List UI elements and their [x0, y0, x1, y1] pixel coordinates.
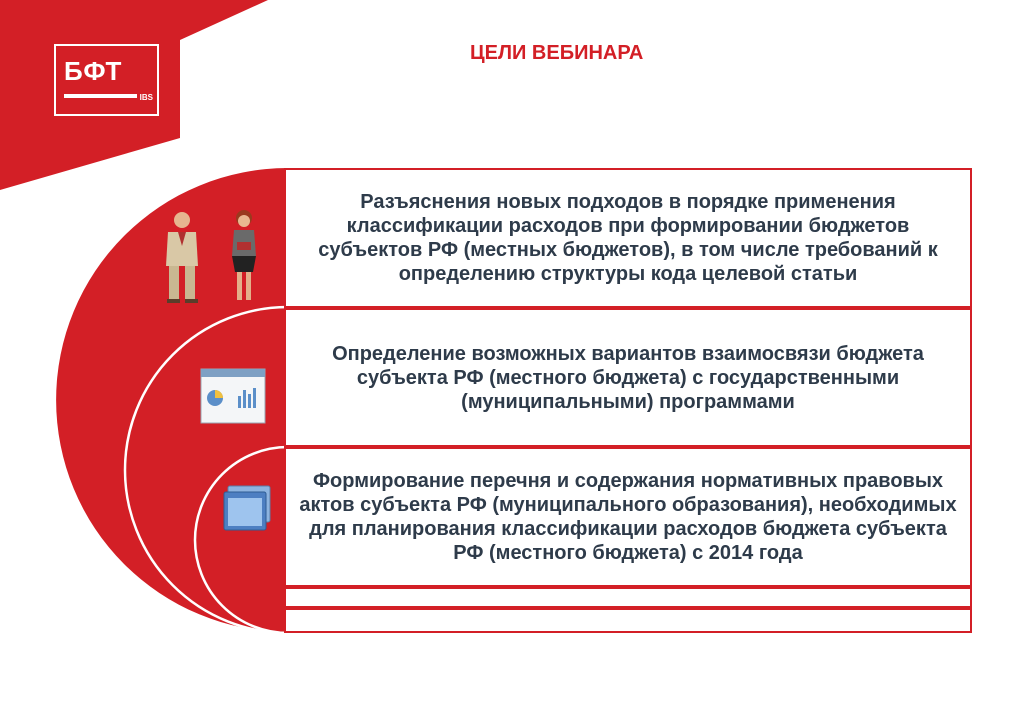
empty-row-1: [284, 587, 972, 608]
goal-item-1-text: Разъяснения новых подходов в порядке применения классификации расходов при формировании бюджетов субъектов РФ (местных бюджетов), в том числе требований к определению структуры кода целевой статьи: [318, 191, 938, 285]
logo-ibs-text: IBS: [139, 93, 153, 102]
goal-item-2-text: Определение возможных вариантов взаимосвязи бюджета субъекта РФ (местного бюджета) с государственными (муниципальными) программами: [332, 342, 924, 413]
goal-item-3-text: Формирование перечня и содержания нормативных правовых актов субъекта РФ (муниципального образования), необходимых для планирования классификации расходов бюджета субъекта РФ (местного бюджета) с 2014 года: [299, 470, 957, 564]
goal-item-3: [284, 447, 972, 587]
goal-item-1: [284, 168, 972, 308]
page-title: ЦЕЛИ ВЕБИНАРА: [470, 42, 644, 64]
report-window-icon: [200, 368, 268, 426]
arc-decoration: [0, 0, 300, 708]
folder-icon: [222, 484, 274, 534]
people-icon: [160, 206, 270, 306]
empty-row-2: [284, 608, 972, 633]
goal-item-2: [284, 308, 972, 447]
logo-text: БФТ: [64, 56, 123, 86]
